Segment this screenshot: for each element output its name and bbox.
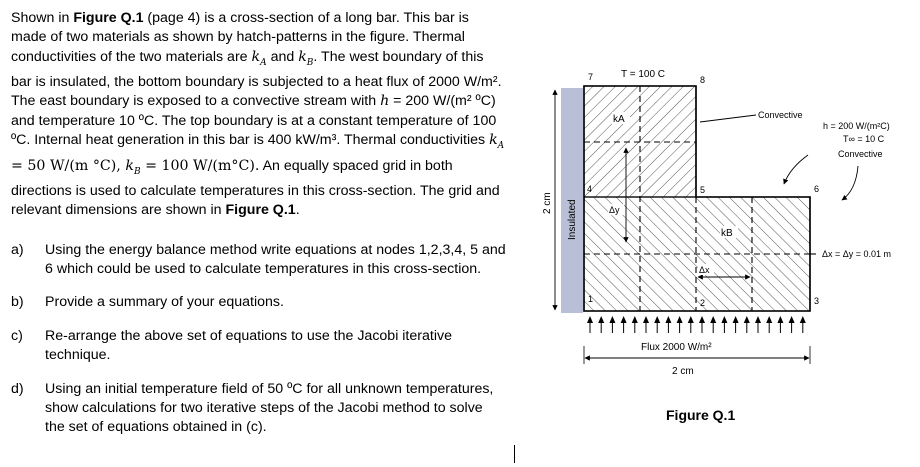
convective-label-1: Convective [758, 110, 803, 120]
symbol-kB-sub: B [306, 57, 314, 68]
problem-text-5: An equally spaced grid in both directions is used to calculate temperatures in this cross-section. The grid and relevant dimensions are shown in [11, 157, 500, 219]
problem-text-1: Shown in [11, 10, 74, 26]
problem-text-3: . The west boundary of this bar is insulated, the bottom boundary is subjected to a heat flux of 2000 W/m². The east boundary is exposed to a convective stream with [11, 48, 502, 110]
eq-kB-sub: B [133, 166, 141, 177]
flux-arrow [777, 316, 783, 333]
question-text: Re-arrange the above set of equations to use the Jacobi iterative technique. [45, 327, 452, 364]
eq-kB-symbol: k [125, 157, 134, 174]
problem-text-6: . [295, 202, 300, 219]
flux-arrow [654, 316, 660, 333]
tinf-label: T∞ = 10 C [843, 134, 885, 144]
top-temperature-label: T = 100 C [621, 69, 666, 80]
convective-label-2: Convective [838, 149, 883, 159]
ka-label: kA [613, 114, 625, 125]
flux-arrow [609, 316, 615, 333]
flux-arrow [643, 316, 649, 333]
node-5: 5 [700, 185, 706, 195]
eq-kA-symbol: k [489, 132, 498, 149]
flux-arrow [632, 316, 638, 333]
width-label: 2 cm [672, 366, 694, 377]
node-3: 3 [814, 296, 820, 306]
symbol-h: h [380, 93, 390, 110]
flux-arrow-set [587, 316, 806, 333]
flux-arrow [587, 316, 593, 333]
kb-label: kB [721, 228, 733, 239]
convective-arrow-1 [784, 155, 808, 184]
flux-arrow [800, 316, 806, 333]
question-text: Provide a summary of your equations. [45, 294, 284, 311]
question-label: d) [11, 380, 24, 397]
node-6: 6 [814, 184, 820, 194]
flux-arrow [699, 316, 705, 333]
problem-text-2: (page 4) is a cross-section of a long bar. This bar is made of two materials as shown by hatch-patterns in the figure. Thermal conductivities of the two materials are [11, 10, 469, 65]
symbol-kA: k [251, 48, 261, 65]
question-label: c) [11, 327, 23, 344]
node-2: 2 [700, 298, 706, 308]
flux-label: Flux 2000 W/m² [641, 342, 712, 353]
flux-arrow [755, 316, 761, 333]
convective-arrow-2 [842, 166, 858, 200]
flux-arrow [621, 316, 627, 333]
question-label: a) [11, 241, 24, 258]
eq-kB-value: = 100 W/(m°C). [140, 157, 260, 174]
question-label: b) [11, 294, 24, 311]
flux-arrow [766, 316, 772, 333]
eq-kA-value: = 50 W/(m °C), [11, 157, 126, 174]
symbol-kB: k [298, 48, 307, 65]
flux-arrow [598, 316, 604, 333]
node-7: 7 [588, 72, 594, 82]
height-label: 2 cm [542, 192, 553, 214]
eq-kA-sub: A [497, 141, 505, 152]
problem-text-4: = 200 W/(m² ºC) and temperature 10 ºC. The top boundary is at a constant temperature of 100 ºC. Internal heat generation in this bar is 400 kW/m³. Thermal conductivities [11, 93, 497, 149]
node-4: 4 [587, 184, 593, 194]
figure-reference-2: Figure Q.1 [225, 202, 296, 219]
flux-arrow [789, 316, 795, 333]
flux-arrow [677, 316, 683, 333]
dx-label: Δx [699, 265, 710, 275]
figure-caption: Figure Q.1 [666, 407, 736, 423]
flux-arrow [733, 316, 739, 333]
flux-arrow [744, 316, 750, 333]
problem-and: and [266, 48, 299, 65]
dy-label: Δy [609, 205, 620, 215]
insulated-label: Insulated [567, 199, 578, 240]
flux-arrow [688, 316, 694, 333]
node-1: 1 [588, 294, 594, 304]
symbol-kA-sub: A [260, 57, 267, 68]
h-value-label: h = 200 W/(m²C) [823, 121, 890, 131]
flux-arrow [721, 316, 727, 333]
flux-arrow [710, 316, 716, 333]
question-text: Using an initial temperature field of 50 ºC for all unknown temperatures, show calculations for two iterative steps of the Jacobi method to solve the set of equations obtained in (c). [45, 380, 494, 436]
figure-reference: Figure Q.1 [73, 10, 144, 26]
grid-spacing-label: Δx = Δy = 0.01 m [822, 249, 892, 259]
node-8: 8 [700, 75, 706, 85]
convective-leader-1 [700, 115, 756, 122]
question-text: Using the energy balance method write equations at nodes 1,2,3,4, 5 and 6 which could be used to calculate temperatures in this cross-section. [45, 241, 506, 277]
flux-arrow [665, 316, 671, 333]
